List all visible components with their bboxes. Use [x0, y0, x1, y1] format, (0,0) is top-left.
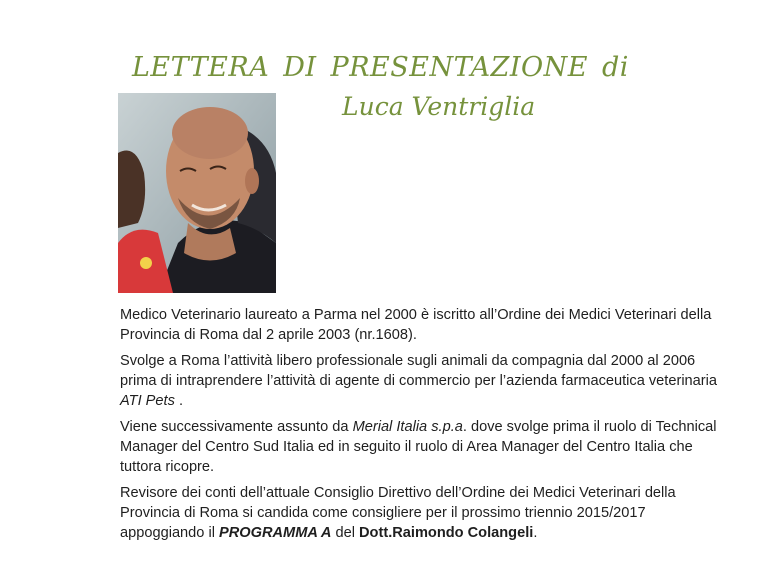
title-word-presentazione: PRESENTAZIONE [330, 52, 588, 83]
paragraph-current-role: Viene successivamente assunto da Merial Italia s.p.a. dove svolge prima il ruolo di Technical Manager del Centro Sud Italia ed in seguito il ruolo di Area Manager del Centro Italia che tuttora ricopre. [120, 419, 717, 475]
title-word-lettera: LETTERA [132, 52, 270, 83]
paragraph-candidacy: Revisore dei conti dell’attuale Consiglio Direttivo dell’Ordine dei Medici Veterinari della Provincia di Roma si candida come consigliere per il prossimo triennio 2015/2017 appoggiando il PROGRAMMA A del Dott.Raimondo Colangeli. [120, 485, 676, 541]
title-word-di-2: di [602, 52, 629, 83]
portrait-photo [118, 93, 276, 293]
paragraph-education: Medico Veterinario laureato a Parma nel 2000 è iscritto all’Ordine dei Medici Veterinari della Provincia di Roma dal 2 aprile 2003 (nr.1608). [120, 307, 712, 343]
document-title [132, 52, 629, 83]
title-word-di: DI [283, 52, 317, 83]
candidate-name: Luca Ventriglia [342, 92, 536, 121]
cover-letter-body [120, 305, 720, 549]
paragraph-early-career: Svolge a Roma l’attività libero professionale sugli animali da compagnia dal 2000 al 2006 prima di intraprendere l’attività di agente di commercio per l’azienda farmaceutica veterinaria ATI Pets . [120, 353, 718, 409]
